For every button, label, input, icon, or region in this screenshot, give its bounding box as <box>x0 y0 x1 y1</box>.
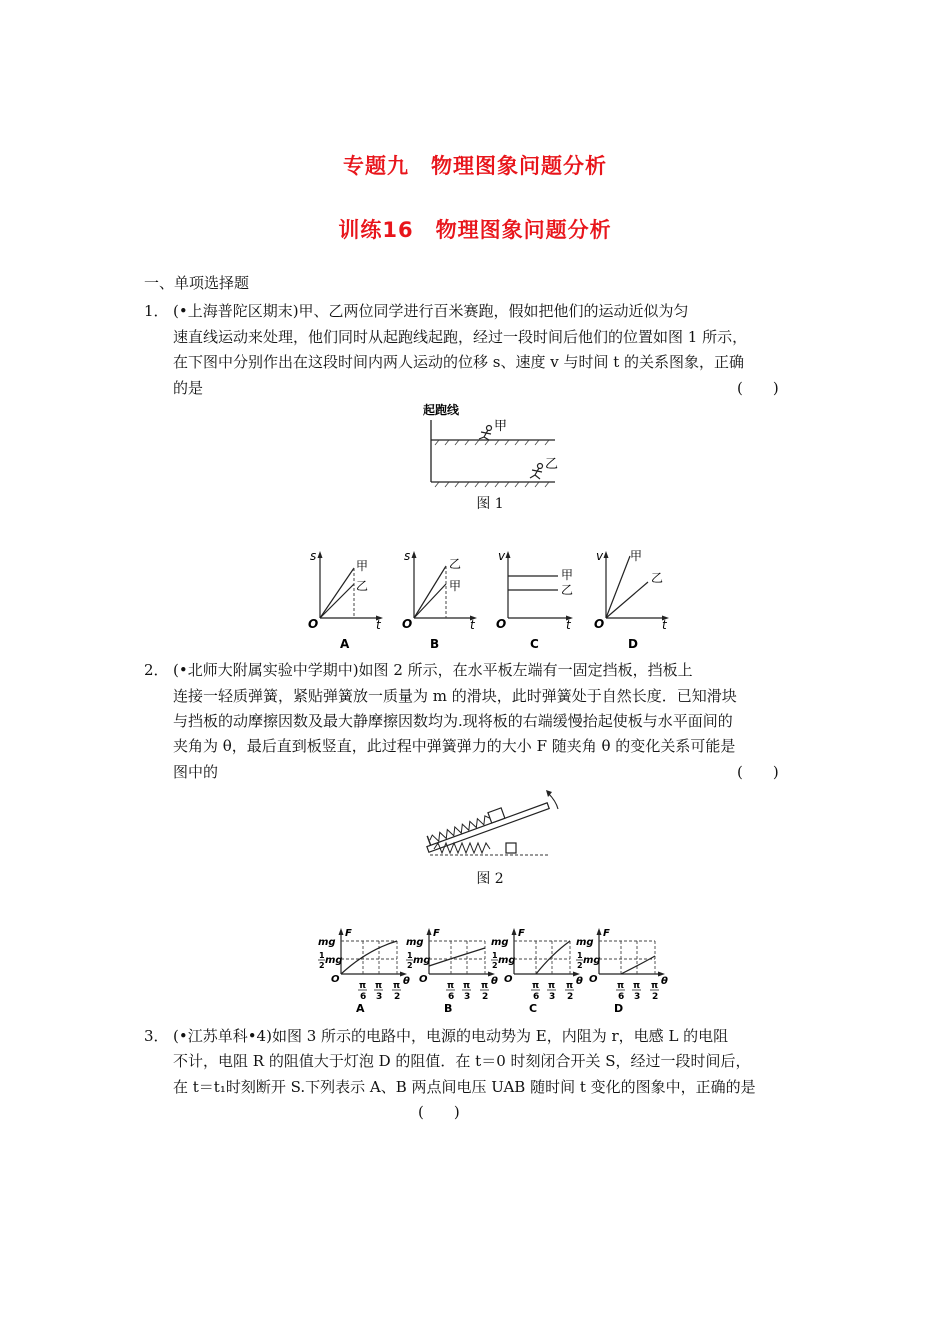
svg-text:2: 2 <box>482 992 489 1002</box>
svg-text:π: π <box>375 981 383 991</box>
runner-yi-label: 乙 <box>545 457 559 472</box>
figure-1-race <box>415 398 565 488</box>
figure-2-incline-spring <box>420 783 570 863</box>
q3-line-2: 不计，电阻 R 的阻值大于灯泡 D 的阻值．在 t＝0 时刻闭合开关 S，经过一段时间后， <box>173 1052 751 1070</box>
q2-option-d-graph <box>573 926 673 1018</box>
svg-text:F: F <box>345 928 352 939</box>
svg-text:v: v <box>498 549 506 563</box>
svg-text:mg: mg <box>325 955 343 966</box>
svg-text:π: π <box>633 981 641 991</box>
svg-text:乙: 乙 <box>356 579 369 593</box>
svg-text:mg: mg <box>318 937 336 948</box>
q1-option-d-graph <box>592 548 677 653</box>
q2-line-5: 图中的 <box>173 763 219 781</box>
q3-answer-paren: ( ) <box>418 1103 460 1121</box>
q2-line-1: (•北师大附属实验中学期中)如图 2 所示，在水平板左端有一固定挡板，挡板上 <box>173 661 693 679</box>
q3-line-3: 在 t＝t₁时刻断开 S.下列表示 A、B 两点间电压 UAB 随时间 t 变化的图象中，正确的是 <box>173 1078 756 1096</box>
svg-text:O: O <box>308 617 319 631</box>
svg-text:2: 2 <box>577 961 583 970</box>
svg-text:F: F <box>433 928 440 939</box>
svg-text:t: t <box>376 618 381 632</box>
q1-number: 1． <box>144 302 169 320</box>
svg-text:3: 3 <box>634 992 641 1002</box>
q2-option-a-graph <box>315 926 415 1018</box>
q1-answer-paren: ( ) <box>737 379 779 397</box>
svg-text:6: 6 <box>533 992 540 1002</box>
svg-text:t: t <box>470 618 475 632</box>
svg-text:π: π <box>566 981 574 991</box>
svg-text:O: O <box>402 617 413 631</box>
q1-option-b-label: B <box>430 637 440 651</box>
q3-number: 3． <box>144 1027 169 1045</box>
q2-option-b-label: B <box>444 1002 453 1015</box>
svg-text:π: π <box>548 981 556 991</box>
svg-text:2: 2 <box>407 961 413 970</box>
svg-text:π: π <box>447 981 455 991</box>
svg-text:2: 2 <box>394 992 401 1002</box>
svg-text:1: 1 <box>492 951 498 960</box>
svg-text:乙: 乙 <box>651 571 664 585</box>
q1-line-4: 的是 <box>173 379 204 397</box>
svg-text:1: 1 <box>407 951 413 960</box>
chapter-title: 专题九 物理图象问题分析 <box>343 154 607 178</box>
svg-text:甲: 甲 <box>356 559 369 573</box>
svg-text:2: 2 <box>652 992 659 1002</box>
svg-text:3: 3 <box>376 992 383 1002</box>
svg-text:mg: mg <box>498 955 516 966</box>
q1-line-2: 速直线运动来处理，他们同时从起跑线起跑，经过一段时间后他们的位置如图 1 所示， <box>173 328 748 346</box>
svg-text:π: π <box>393 981 401 991</box>
q2-line-2: 连接一轻质弹簧，紧贴弹簧放一质量为 m 的滑块，此时弹簧处于自然长度．已知滑块 <box>173 687 737 705</box>
svg-text:O: O <box>419 974 428 985</box>
svg-text:2: 2 <box>319 961 325 970</box>
svg-text:θ: θ <box>491 976 498 987</box>
svg-text:O: O <box>504 974 513 985</box>
q2-option-d-label: D <box>614 1002 624 1015</box>
q1-option-a-label: A <box>340 637 350 651</box>
svg-text:F: F <box>603 928 610 939</box>
svg-text:θ: θ <box>403 976 410 987</box>
runner-yi-icon <box>530 464 543 480</box>
section-heading: 一、单项选择题 <box>144 274 250 292</box>
q1-option-c-graph <box>494 548 579 653</box>
svg-text:π: π <box>359 981 367 991</box>
section-title: 训练16 物理图象问题分析 <box>338 218 612 242</box>
svg-text:π: π <box>617 981 625 991</box>
q2-line-3: 与挡板的动摩擦因数及最大静摩擦因数均为.现将板的右端缓慢抬起使板与水平面间的 <box>173 712 733 730</box>
q1-option-d-label: D <box>628 637 638 651</box>
svg-text:π: π <box>463 981 471 991</box>
q1-line-3: 在下图中分别作出在这段时间内两人运动的位移 s、速度 v 与时间 t 的关系图象，正确 <box>173 353 745 371</box>
svg-text:mg: mg <box>413 955 431 966</box>
svg-text:乙: 乙 <box>561 583 574 597</box>
svg-text:s: s <box>310 549 317 563</box>
svg-text:t: t <box>566 618 571 632</box>
svg-text:π: π <box>532 981 540 991</box>
q2-line-4: 夹角为 θ，最后直到板竖直，此过程中弹簧弹力的大小 F 随夹角 θ 的变化关系可能是 <box>173 737 736 755</box>
svg-text:O: O <box>589 974 598 985</box>
svg-text:mg: mg <box>583 955 601 966</box>
svg-text:O: O <box>594 617 605 631</box>
svg-text:v: v <box>596 549 604 563</box>
svg-text:π: π <box>651 981 659 991</box>
q2-option-c-label: C <box>529 1002 538 1015</box>
svg-text:mg: mg <box>576 937 594 948</box>
figure-1-caption: 图 1 <box>476 496 504 512</box>
svg-text:O: O <box>331 974 340 985</box>
svg-text:3: 3 <box>549 992 556 1002</box>
svg-text:1: 1 <box>577 951 583 960</box>
svg-text:F: F <box>518 928 525 939</box>
svg-text:6: 6 <box>618 992 625 1002</box>
runner-jia-icon <box>479 426 492 441</box>
svg-text:mg: mg <box>406 937 424 948</box>
q1-line-1: (•上海普陀区期末)甲、乙两位同学进行百米赛跑，假如把他们的运动近似为匀 <box>173 302 689 320</box>
svg-text:甲: 甲 <box>630 549 643 563</box>
svg-text:2: 2 <box>567 992 574 1002</box>
svg-text:mg: mg <box>491 937 509 948</box>
q1-option-a-graph <box>306 548 386 653</box>
svg-text:甲: 甲 <box>561 568 574 582</box>
svg-text:乙: 乙 <box>449 557 462 571</box>
q3-line-1: (•江苏单科•4)如图 3 所示的电路中，电源的电动势为 E，内阻为 r，电感 L 的电阻 <box>173 1027 729 1045</box>
svg-text:6: 6 <box>360 992 367 1002</box>
svg-text:3: 3 <box>464 992 471 1002</box>
q1-option-b-graph <box>400 548 480 653</box>
svg-text:t: t <box>662 618 667 632</box>
svg-text:1: 1 <box>319 951 325 960</box>
svg-text:θ: θ <box>576 976 583 987</box>
svg-text:π: π <box>481 981 489 991</box>
svg-text:θ: θ <box>661 976 668 987</box>
figure-2-caption: 图 2 <box>476 871 504 887</box>
svg-text:2: 2 <box>492 961 498 970</box>
svg-text:O: O <box>496 617 507 631</box>
q1-option-c-label: C <box>530 637 539 651</box>
q2-answer-paren: ( ) <box>737 763 779 781</box>
start-line-label: 起跑线 <box>423 403 460 417</box>
q2-option-a-label: A <box>356 1002 365 1015</box>
q2-number: 2． <box>144 661 169 679</box>
svg-text:6: 6 <box>448 992 455 1002</box>
runner-jia-label: 甲 <box>494 419 508 434</box>
svg-text:s: s <box>404 549 411 563</box>
svg-text:甲: 甲 <box>449 579 462 593</box>
